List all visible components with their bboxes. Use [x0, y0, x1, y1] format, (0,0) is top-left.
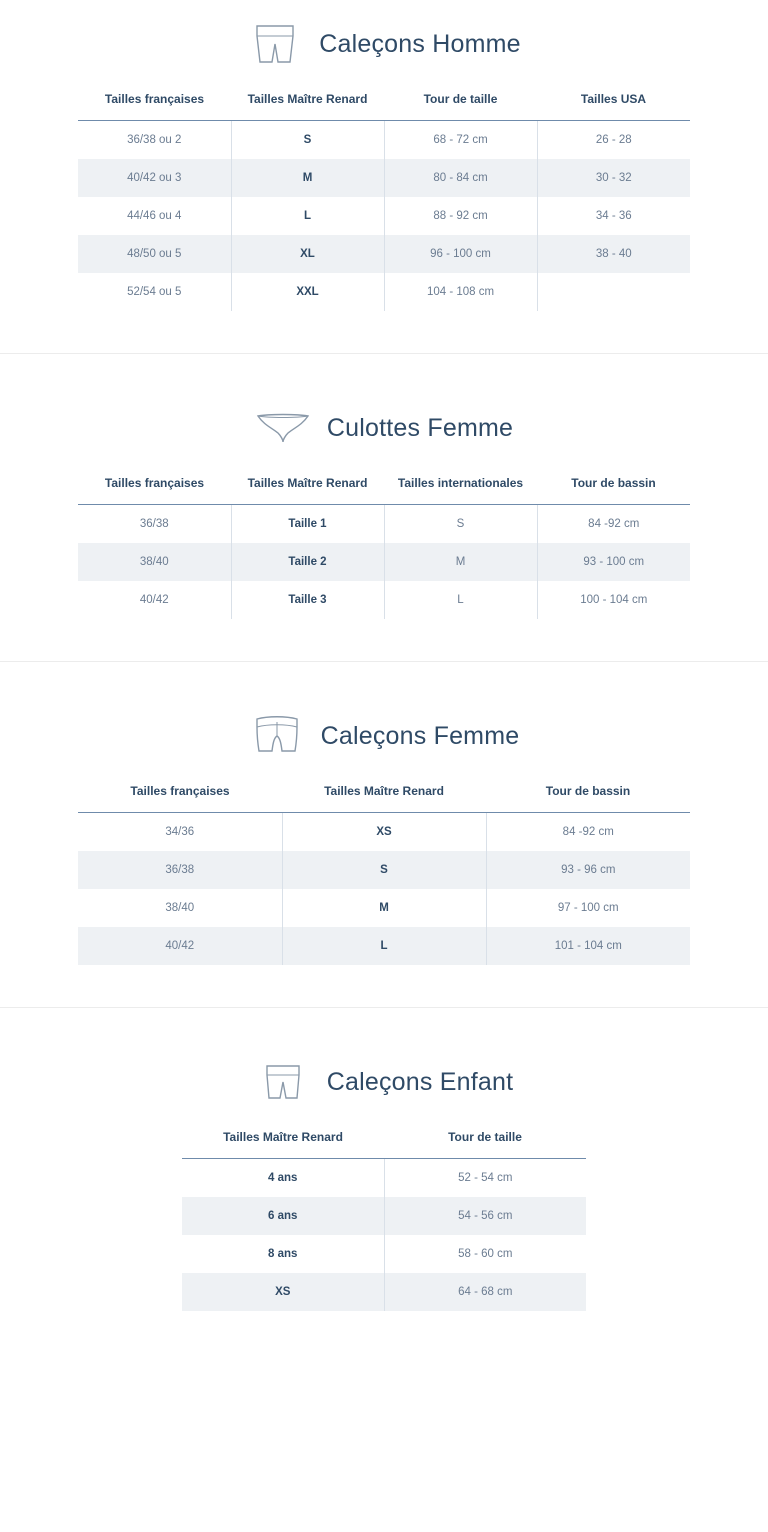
- section-heading: [0, 710, 768, 762]
- table-row: [78, 851, 690, 889]
- womens-boxer-icon: [249, 710, 305, 762]
- size-table-calecons-femme: [78, 784, 690, 965]
- table-header-row: [78, 92, 690, 121]
- cell-tour-taille: 88 - 92 cm: [384, 197, 537, 235]
- cell-taille-fr: 36/38: [78, 505, 231, 544]
- cell-taille-fr: 40/42: [78, 581, 231, 619]
- cell-tour-bassin: 101 - 104 cm: [486, 927, 690, 965]
- column-header: Tailles Maître Renard: [182, 1130, 384, 1159]
- cell-tour-bassin: 93 - 100 cm: [537, 543, 690, 581]
- cell-taille-intl: S: [384, 505, 537, 544]
- cell-taille-usa: 38 - 40: [537, 235, 690, 273]
- cell-tour-taille: 80 - 84 cm: [384, 159, 537, 197]
- column-header: Tour de bassin: [537, 476, 690, 505]
- cell-taille-usa: 30 - 32: [537, 159, 690, 197]
- cell-tour-taille: 52 - 54 cm: [458, 1172, 513, 1184]
- cell-taille-mr: XXL: [231, 273, 384, 311]
- table-row: [78, 927, 690, 965]
- cell-taille-mr: M: [231, 159, 384, 197]
- cell-tour-bassin: 93 - 96 cm: [486, 851, 690, 889]
- page-title: Caleçons Homme: [319, 29, 521, 58]
- cell-taille-fr: 36/38: [78, 851, 282, 889]
- cell-taille-mr: 8 ans: [182, 1235, 384, 1273]
- cell-taille-mr: Taille 3: [231, 581, 384, 619]
- cell-taille-mr: XS: [282, 813, 486, 852]
- cell-taille-mr: L: [231, 197, 384, 235]
- column-header: Tailles françaises: [78, 92, 231, 121]
- table-row: [182, 1235, 586, 1273]
- table-header-row: [78, 784, 690, 813]
- section-title: Culottes Femme: [326, 413, 514, 442]
- column-header: Tailles USA: [537, 92, 690, 121]
- column-header: Tailles françaises: [78, 476, 231, 505]
- cell-taille-mr: 4 ans: [182, 1159, 384, 1198]
- cell-tour-bassin: 100 - 104 cm: [580, 594, 648, 606]
- kids-boxer-icon: [255, 1056, 311, 1108]
- table-row: [182, 1273, 586, 1311]
- cell-taille-mr: 6 ans: [182, 1197, 384, 1235]
- cell-tour-taille: 64 - 68 cm: [384, 1273, 586, 1311]
- column-header: Tour de bassin: [486, 784, 690, 813]
- cell-taille-mr: L: [282, 927, 486, 965]
- boxer-shorts-icon: [247, 18, 303, 70]
- size-table-homme: [78, 92, 690, 311]
- table-row: [78, 197, 690, 235]
- cell-taille-mr: S: [231, 121, 384, 160]
- cell-taille-mr: M: [282, 889, 486, 927]
- table-row: [78, 159, 690, 197]
- cell-tour-bassin: 84 -92 cm: [588, 518, 640, 530]
- cell-taille-fr: 36/38 ou 2: [78, 121, 231, 160]
- cell-taille-fr: 48/50 ou 5: [78, 235, 231, 273]
- section-culottes-femme: [0, 354, 768, 662]
- column-header: Tailles internationales: [384, 476, 537, 505]
- cell-taille-fr: 52/54 ou 5: [78, 273, 231, 311]
- cell-taille-fr: 38/40: [78, 889, 282, 927]
- table-row: [78, 889, 690, 927]
- section-heading: [0, 1056, 768, 1108]
- cell-taille-fr: 44/46 ou 4: [78, 197, 231, 235]
- table-row: [78, 543, 690, 581]
- size-table-culottes: [78, 476, 690, 619]
- cell-tour-taille: 58 - 60 cm: [458, 1248, 513, 1260]
- column-header: Tour de taille: [384, 92, 537, 121]
- cell-taille-mr: XL: [231, 235, 384, 273]
- section-heading: [0, 18, 768, 70]
- cell-taille-fr: 38/40: [78, 543, 231, 581]
- size-table-enfant: [182, 1130, 586, 1311]
- section-heading: [0, 402, 768, 454]
- cell-taille-intl: M: [384, 543, 537, 581]
- cell-taille-mr: XS: [182, 1273, 384, 1311]
- cell-taille-mr: S: [282, 851, 486, 889]
- column-header: Tailles Maître Renard: [231, 92, 384, 121]
- column-header: Tailles Maître Renard: [231, 476, 384, 505]
- cell-taille-intl: L: [384, 581, 537, 619]
- table-row: [182, 1159, 586, 1198]
- cell-tour-taille: 54 - 56 cm: [384, 1197, 586, 1235]
- cell-taille-mr: Taille 1: [231, 505, 384, 544]
- cell-tour-taille: 96 - 100 cm: [384, 235, 537, 273]
- table-row: [78, 813, 690, 852]
- cell-tour-bassin: 84 -92 cm: [562, 826, 614, 838]
- table-row: [182, 1197, 586, 1235]
- column-header: Tailles françaises: [78, 784, 282, 813]
- table-header-row: [78, 476, 690, 505]
- cell-taille-usa: [537, 273, 690, 311]
- column-header: Tour de taille: [384, 1130, 586, 1159]
- cell-tour-taille: 68 - 72 cm: [384, 121, 537, 160]
- section-title: Caleçons Enfant: [326, 1067, 514, 1096]
- cell-taille-fr: 34/36: [78, 813, 282, 852]
- section-title: Caleçons Femme: [320, 721, 520, 750]
- cell-taille-usa: 26 - 28: [595, 134, 632, 146]
- table-row: [78, 121, 690, 160]
- column-header: Tailles Maître Renard: [282, 784, 486, 813]
- cell-taille-usa: 34 - 36: [595, 210, 632, 222]
- table-row: [78, 505, 690, 544]
- table-row: [78, 273, 690, 311]
- section-calecons-femme: [0, 662, 768, 1008]
- cell-taille-fr: 40/42: [78, 927, 282, 965]
- panties-icon: [255, 402, 311, 454]
- section-calecons-enfant: [0, 1008, 768, 1341]
- cell-tour-bassin: 97 - 100 cm: [557, 902, 619, 914]
- section-calecons-homme: [0, 0, 768, 354]
- table-row: [78, 235, 690, 273]
- cell-tour-taille: 104 - 108 cm: [384, 273, 537, 311]
- cell-taille-fr: 40/42 ou 3: [78, 159, 231, 197]
- table-header-row: [182, 1130, 586, 1159]
- cell-taille-mr: Taille 2: [231, 543, 384, 581]
- table-row: [78, 581, 690, 619]
